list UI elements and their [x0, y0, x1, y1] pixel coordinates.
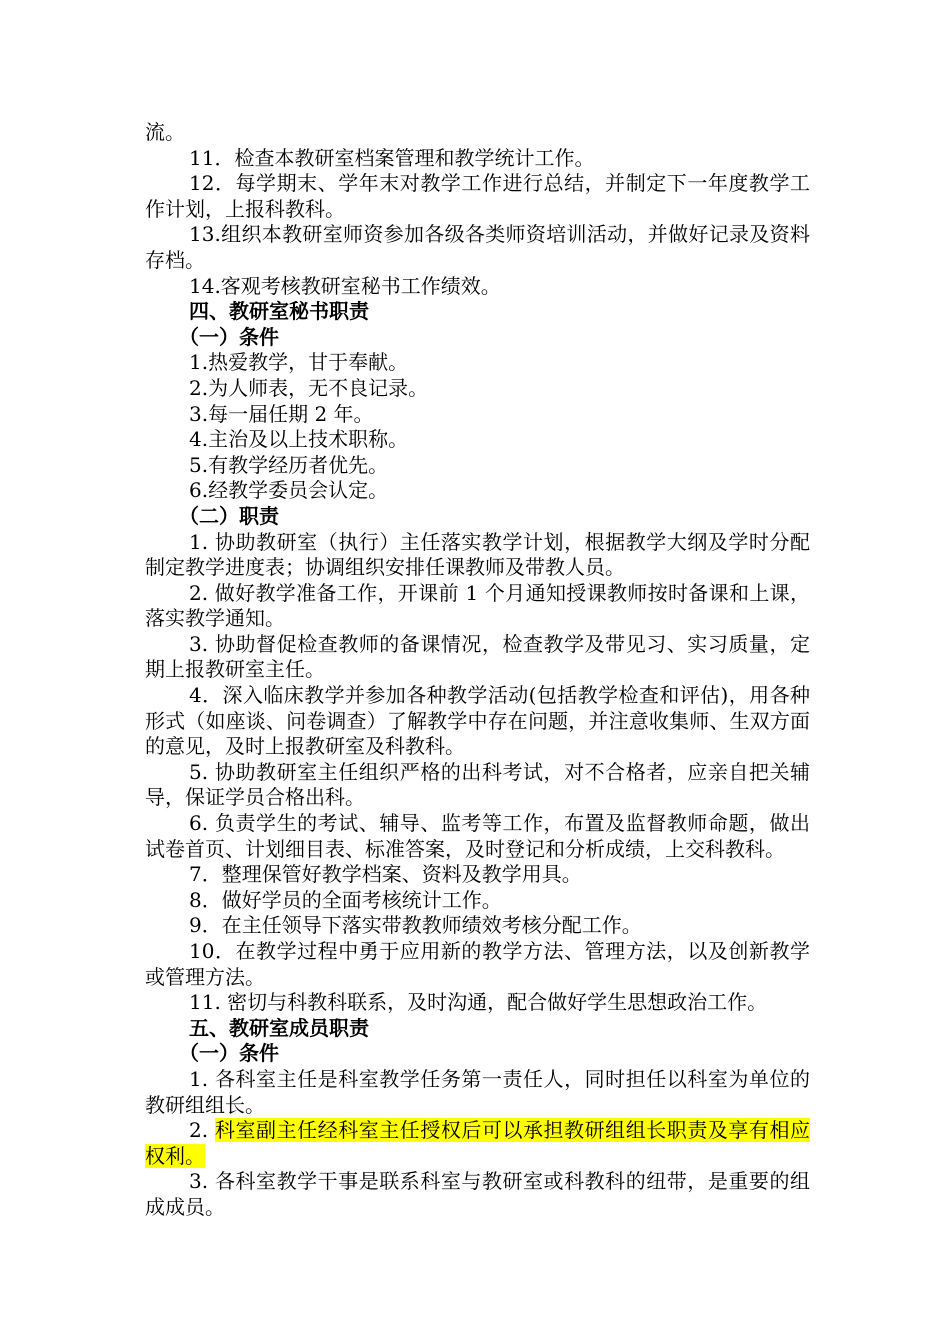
paragraph: 3. 各科室教学干事是联系科室与教研室或科教科的纽带，是重要的组成成员。: [145, 1169, 810, 1219]
subsection-heading: （一）条件: [179, 324, 279, 349]
paragraph: 4.主治及以上技术职称。: [189, 427, 409, 452]
section-heading: 四、教研室秘书职责: [189, 299, 369, 324]
paragraph: 1. 协助教研室（执行）主任落实教学计划，根据教学大纲及学时分配制定教学进度表；协调组织安排任课教师及带教人员。: [145, 529, 810, 580]
section-heading: 五、教研室成员职责: [189, 1015, 369, 1040]
subsection-heading: （一）条件: [179, 1041, 279, 1066]
paragraph: 流。: [145, 120, 185, 144]
paragraph: 11. 密切与科教科联系，及时沟通，配合做好学生思想政治工作。: [189, 990, 768, 1015]
paragraph: 5. 协助教研室主任组织严格的出科考试，对不合格者，应亲自把关辅导，保证学员合格出科。: [145, 759, 810, 810]
paragraph: 6. 负责学生的考试、辅导、监考等工作，布置及监督教师命题，做出试卷首页、计划细目表、标准答案，及时登记和分析成绩，上交科教科。: [145, 811, 810, 861]
document-page: [145, 120, 810, 1221]
item-number: 2.: [189, 1118, 215, 1143]
subsection-heading: （二）职责: [179, 503, 279, 528]
paragraph: 3. 协助督促检查教师的备课情况，检查教学及带见习、实习质量，定期上报教研室主任。: [145, 631, 810, 682]
paragraph: 4．深入临床教学并参加各种教学活动(包括教学检查和评估)，用各种形式（如座谈、问卷调查）了解教学中存在问题，并注意收集师、生双方面的意见，及时上报教研室及科教科。: [145, 683, 810, 759]
paragraph: 8．做好学员的全面考核统计工作。: [189, 887, 502, 912]
highlighted-text: 科室副主任经科室主任授权后可以承担教研组组长职责及享有相应权利。: [145, 1118, 810, 1168]
paragraph: 6.经教学委员会认定。: [189, 478, 389, 503]
paragraph: 10．在教学过程中勇于应用新的教学方法、管理方法，以及创新教学或管理方法。: [145, 939, 810, 989]
paragraph: 9．在主任领导下落实带教教师绩效考核分配工作。: [189, 913, 642, 938]
paragraph: 1.热爱教学，甘于奉献。: [189, 350, 409, 375]
paragraph: 2. 做好教学准备工作，开课前 1 个月通知授课教师按时备课和上课，落实教学通知。: [145, 580, 810, 631]
paragraph: 11．检查本教研室档案管理和教学统计工作。: [189, 145, 595, 170]
paragraph: 14.客观考核教研室秘书工作绩效。: [189, 273, 501, 298]
paragraph: 12．每学期末、学年末对教学工作进行总结，并制定下一年度教学工作计划，上报科教科。: [145, 171, 810, 221]
paragraph: 13.组织本教研室师资参加各级各类师资培训活动，并做好记录及资料存档。: [145, 222, 810, 272]
paragraph: 5.有教学经历者优先。: [189, 452, 389, 477]
paragraph: 7．整理保管好教学档案、资料及教学用具。: [189, 862, 582, 887]
paragraph-highlighted: [145, 1118, 810, 1169]
paragraph: 1. 各科室主任是科室教学任务第一责任人，同时担任以科室为单位的教研组组长。: [145, 1066, 810, 1117]
paragraph: 3.每一届任期 2 年。: [189, 401, 374, 426]
paragraph: 2.为人师表，无不良记录。: [189, 375, 429, 400]
